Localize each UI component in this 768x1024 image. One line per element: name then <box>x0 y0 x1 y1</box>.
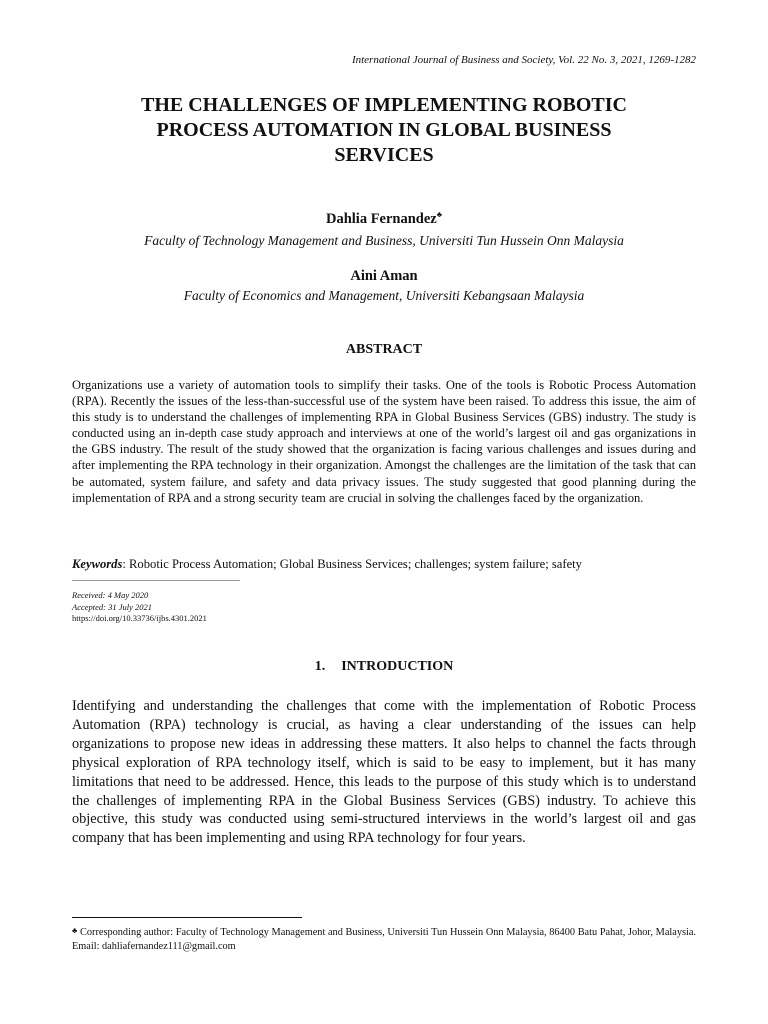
author-affiliation-2: Faculty of Economics and Management, Universiti Kebangsaan Malaysia <box>183 288 585 303</box>
divider <box>72 580 240 581</box>
keywords-line <box>72 557 696 572</box>
footnote-mark: ♣ <box>72 926 78 935</box>
doi-link[interactable]: https://doi.org/10.33736/ijbs.4301.2021 <box>72 613 207 623</box>
footnote-divider <box>72 917 302 918</box>
introduction-paragraph: Identifying and understanding the challenges that come with the implementation of Robotic Process Automation (RPA) technology is crucial, as having a clear understanding of the issues can help organizations to propose new ideas in addressing these matters. It also helps to channel the facts through physical exploration of RPA technology itself, which is said to be easy to implement, but it has many limitations that need to be addressed. Hence, this leads to the purpose of this study which is to understand the challenges of implementing RPA in the Global Business Services (GBS) industry. To achieve this objective, this study was conducted using semi-structured interviews in the world’s largest oil and gas company that has been implementing and using RPA technology for four years. <box>72 698 696 847</box>
section-number: 1. <box>314 659 326 674</box>
title-line: PROCESS AUTOMATION IN GLOBAL BUSINESS <box>156 119 612 141</box>
abstract-heading: ABSTRACT <box>345 342 423 357</box>
received-date: Received: 4 May 2020 <box>72 590 149 600</box>
footnote-text: Corresponding author: Faculty of Technology Management and Business, Universiti Tun Hussein Onn Malaysia, 86400 Batu Pahat, Johor, Malaysia. Email: dahliafernandez111@gmail.com <box>72 927 696 952</box>
keywords-text: : Robotic Process Automation; Global Business Services; challenges; system failure; safety <box>122 557 582 571</box>
footnote <box>72 924 696 954</box>
author-affiliation-1: Faculty of Technology Management and Business, Universiti Tun Hussein Onn Malaysia <box>144 233 624 248</box>
abstract-text: Organizations use a variety of automation tools to simplify their tasks. One of the tools is Robotic Process Automation (RPA). Recently the issues of the less-than-successful use of the system have been raised. To address this issue, the aim of this study is to understand the challenges of implementing RPA in Global Business Services (GBS) industry. The study is conducted using an in-depth case study approach and interviews at one of the world’s largest oil and gas organizations in the GBS industry. The result of the study showed that the organization is facing various challenges and issues during and after implementing the RPA technology in their organization. Amongst the challenges are the limitation of the task that can be automated, system failure, and safety and data privacy issues. The study suggested that good planning during the implementation of RPA and a strong security team are crucial in solving the challenges faced by the organization. <box>72 378 696 505</box>
author-name: Dahlia Fernandez <box>325 211 437 227</box>
title-line: SERVICES <box>334 144 434 166</box>
section-title: INTRODUCTION <box>341 659 454 674</box>
title-line: THE CHALLENGES OF IMPLEMENTING ROBOTIC <box>141 94 627 116</box>
submission-dates <box>72 590 207 625</box>
keywords-label: Keywords <box>72 557 123 571</box>
author-name-1 <box>72 210 696 228</box>
journal-citation: International Journal of Business and Society, Vol. 22 No. 3, 2021, 1269-1282 <box>351 54 696 66</box>
section-heading-introduction <box>72 659 696 675</box>
paper-title <box>72 93 696 168</box>
corresponding-author-mark: ♣ <box>436 210 442 219</box>
accepted-date: Accepted: 31 July 2021 <box>72 601 153 612</box>
paper-page <box>72 0 696 1024</box>
author-name-2: Aini Aman <box>350 268 418 284</box>
